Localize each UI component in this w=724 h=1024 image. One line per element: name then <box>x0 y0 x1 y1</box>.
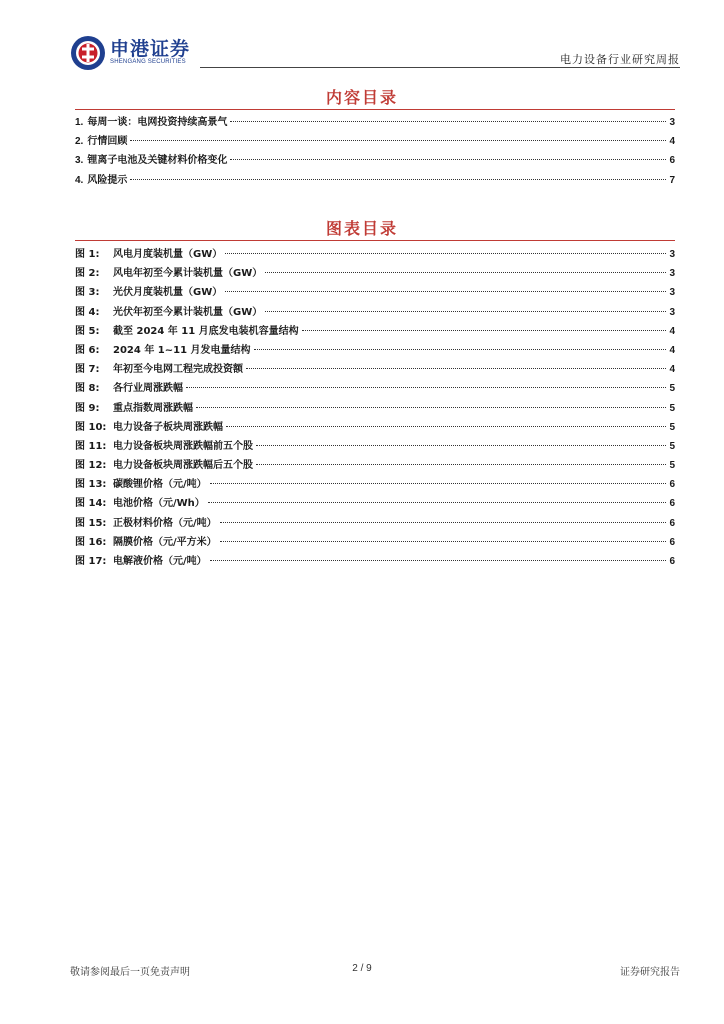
figures-list <box>75 245 675 571</box>
dot-leader <box>130 139 666 141</box>
dot-leader <box>256 463 666 465</box>
figure-entry-number: 图 5: <box>75 325 100 337</box>
dot-leader <box>225 252 666 254</box>
contents-entry-page: 6 <box>669 155 675 167</box>
contents-entry-label: 风险提示 <box>87 174 128 186</box>
contents-title-rule <box>75 109 675 110</box>
figures-title-rule <box>75 240 675 241</box>
figure-entry-label: 风电月度装机量（GW） <box>113 249 223 260</box>
figure-entry-page: 5 <box>669 421 675 433</box>
dot-leader <box>302 329 667 331</box>
figure-entry-number: 图 17: <box>75 556 107 567</box>
dot-leader <box>254 348 667 350</box>
figure-entry-number: 图 12: <box>75 460 107 472</box>
figure-entry-number: 图 13: <box>75 479 107 491</box>
figure-entry[interactable] <box>75 303 675 322</box>
figure-entry-label: 重点指数周涨跌幅 <box>113 402 193 414</box>
figure-entry-page: 5 <box>669 460 675 472</box>
dot-leader <box>210 559 667 561</box>
contents-entry-page: 3 <box>669 117 675 128</box>
figure-entry[interactable] <box>75 360 675 379</box>
figure-entry-label: 电力设备子板块周涨跌幅 <box>113 421 223 433</box>
figure-entry[interactable] <box>75 341 675 360</box>
figure-entry-label: 截至 2024 年 11 月底发电装机容量结构 <box>113 325 299 337</box>
contents-entry-number: 1. <box>75 117 84 128</box>
dot-leader <box>220 540 667 542</box>
contents-entry-page: 4 <box>669 136 675 148</box>
dot-leader <box>265 310 666 312</box>
figure-entry-number: 图 7: <box>75 364 100 376</box>
dot-leader <box>230 158 666 160</box>
shengang-logo-icon <box>70 35 106 71</box>
contents-entry[interactable] <box>75 132 675 151</box>
contents-entry[interactable] <box>75 151 675 170</box>
figure-entry[interactable] <box>75 283 675 302</box>
dot-leader <box>225 290 666 292</box>
contents-entry-label: 每周一谈：电网投资持续高景气 <box>87 117 228 128</box>
footer-disclaimer: 敬请参阅最后一页免责声明 <box>70 967 190 978</box>
header-divider <box>200 67 680 68</box>
report-type: 电力设备行业研究周报 <box>560 53 680 66</box>
brand-english-name: SHENGANG SECURITIES <box>110 59 186 65</box>
brand-name: 申港证券 <box>110 38 191 60</box>
figure-entry-page: 6 <box>669 498 675 510</box>
figure-entry-page: 3 <box>669 306 675 318</box>
contents-entry[interactable] <box>75 113 675 132</box>
figure-entry-page: 4 <box>669 364 675 376</box>
dot-leader <box>196 406 666 408</box>
contents-entry[interactable] <box>75 171 675 190</box>
dot-leader <box>256 444 666 446</box>
dot-leader <box>210 482 667 484</box>
dot-leader <box>220 521 667 523</box>
figure-entry-page: 6 <box>669 517 675 529</box>
dot-leader <box>246 367 666 369</box>
figure-entry-page: 6 <box>669 556 675 567</box>
figure-entry-number: 图 14: <box>75 498 107 510</box>
contents-entry-number: 3. <box>75 155 84 167</box>
figure-entry-page: 3 <box>669 268 675 280</box>
figure-entry-label: 碳酸锂价格（元/吨） <box>113 479 207 491</box>
contents-entry-number: 2. <box>75 136 84 148</box>
figure-entry[interactable] <box>75 552 675 571</box>
figure-entry[interactable] <box>75 514 675 533</box>
contents-title: 内容目录 <box>325 88 398 107</box>
figure-entry-page: 6 <box>669 536 675 548</box>
figure-entry-number: 图 6: <box>75 344 100 356</box>
dot-leader <box>230 120 666 122</box>
figure-entry-label: 风电年初至今累计装机量（GW） <box>113 268 263 280</box>
figure-entry-label: 电力设备板块周涨跌幅前五个股 <box>113 440 253 452</box>
figure-entry[interactable] <box>75 322 675 341</box>
figure-entry-number: 图 9: <box>75 402 100 414</box>
page-header <box>0 0 724 70</box>
dot-leader <box>130 178 666 180</box>
figure-entry-number: 图 10: <box>75 421 107 433</box>
contents-list <box>75 113 675 190</box>
figure-entry[interactable] <box>75 418 675 437</box>
contents-entry-number: 4. <box>75 174 84 186</box>
figure-entry-number: 图 11: <box>75 440 107 452</box>
figure-entry-label: 光伏月度装机量（GW） <box>113 287 223 299</box>
contents-entry-label: 锂离子电池及关键材料价格变化 <box>87 155 228 167</box>
figure-entry[interactable] <box>75 245 675 264</box>
figure-entry[interactable] <box>75 533 675 552</box>
figure-entry-page: 5 <box>669 383 675 395</box>
figure-entry-number: 图 3: <box>75 287 100 299</box>
figure-entry[interactable] <box>75 494 675 513</box>
figure-entry-label: 隔膜价格（元/平方米） <box>113 536 217 548</box>
figure-entry-label: 年初至今电网工程完成投资额 <box>113 364 243 376</box>
figure-entry-number: 图 15: <box>75 517 107 529</box>
figure-entry-label: 光伏年初至今累计装机量（GW） <box>113 306 263 318</box>
figure-entry-page: 4 <box>669 325 675 337</box>
figures-title: 图表目录 <box>325 219 398 238</box>
contents-entry-page: 7 <box>669 174 675 186</box>
dot-leader <box>265 271 666 273</box>
dot-leader <box>186 386 666 388</box>
figure-entry-number: 图 8: <box>75 383 100 395</box>
figure-entry-label: 电力设备板块周涨跌幅后五个股 <box>113 460 253 472</box>
footer-doc-type: 证券研究报告 <box>620 967 680 978</box>
contents-entry-label: 行情回顾 <box>87 136 128 148</box>
figure-entry-label: 正极材料价格（元/吨） <box>113 517 217 529</box>
dot-leader <box>208 501 667 503</box>
figure-entry-page: 4 <box>669 344 675 356</box>
page-number: 2 / 9 <box>352 963 372 974</box>
figure-entry-page: 5 <box>669 402 675 414</box>
figure-entry[interactable] <box>75 264 675 283</box>
figure-entry-label: 电解液价格（元/吨） <box>113 556 207 567</box>
figure-entry[interactable] <box>75 456 675 475</box>
figure-entry-number: 图 2: <box>75 268 100 280</box>
figure-entry-page: 3 <box>669 287 675 299</box>
figure-entry[interactable] <box>75 475 675 494</box>
figure-entry[interactable] <box>75 437 675 456</box>
figure-entry[interactable] <box>75 399 675 418</box>
figure-entry-label: 各行业周涨跌幅 <box>113 383 183 395</box>
dot-leader <box>226 425 666 427</box>
figure-entry-page: 5 <box>669 440 675 452</box>
figure-entry-page: 3 <box>669 249 675 260</box>
figure-entry-page: 6 <box>669 479 675 491</box>
figure-entry-number: 图 16: <box>75 536 107 548</box>
figure-entry-label: 电池价格（元/Wh） <box>113 498 205 510</box>
figure-entry-number: 图 1: <box>75 249 100 260</box>
figure-entry-label: 2024 年 1~11 月发电量结构 <box>113 344 251 356</box>
figure-entry[interactable] <box>75 379 675 398</box>
figure-entry-number: 图 4: <box>75 306 100 318</box>
